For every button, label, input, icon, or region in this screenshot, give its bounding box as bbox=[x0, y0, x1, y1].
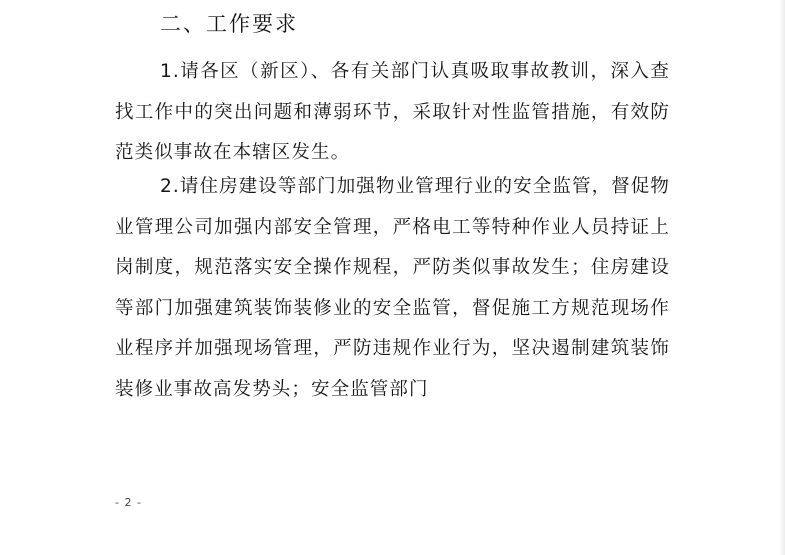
page-number: - 2 - bbox=[115, 496, 142, 509]
paragraph-requirement-2: 2.请住房建设等部门加强物业管理行业的安全监管，督促物业管理公司加强内部安全管理，严格电工等特种作业人员持证上岗制度，规范落实安全操作规程，严防类似事故发生；住房建设等部门加强建筑装饰装修业的安全监管，督促施工方规范现场作业程序并加强现场管理，严防违规作业行为，坚决遏制建筑装饰装修业事故高发势头；安全监管部门 bbox=[115, 176, 670, 400]
page-edge-shadow bbox=[779, 0, 785, 555]
paragraph-requirement-1: 1.请各区（新区）、各有关部门认真吸取事故教训，深入查找工作中的突出问题和薄弱环节，采取针对性监管措施，有效防范类似事故在本辖区发生。 bbox=[115, 61, 670, 163]
section-heading: 二、工作要求 bbox=[160, 12, 298, 36]
